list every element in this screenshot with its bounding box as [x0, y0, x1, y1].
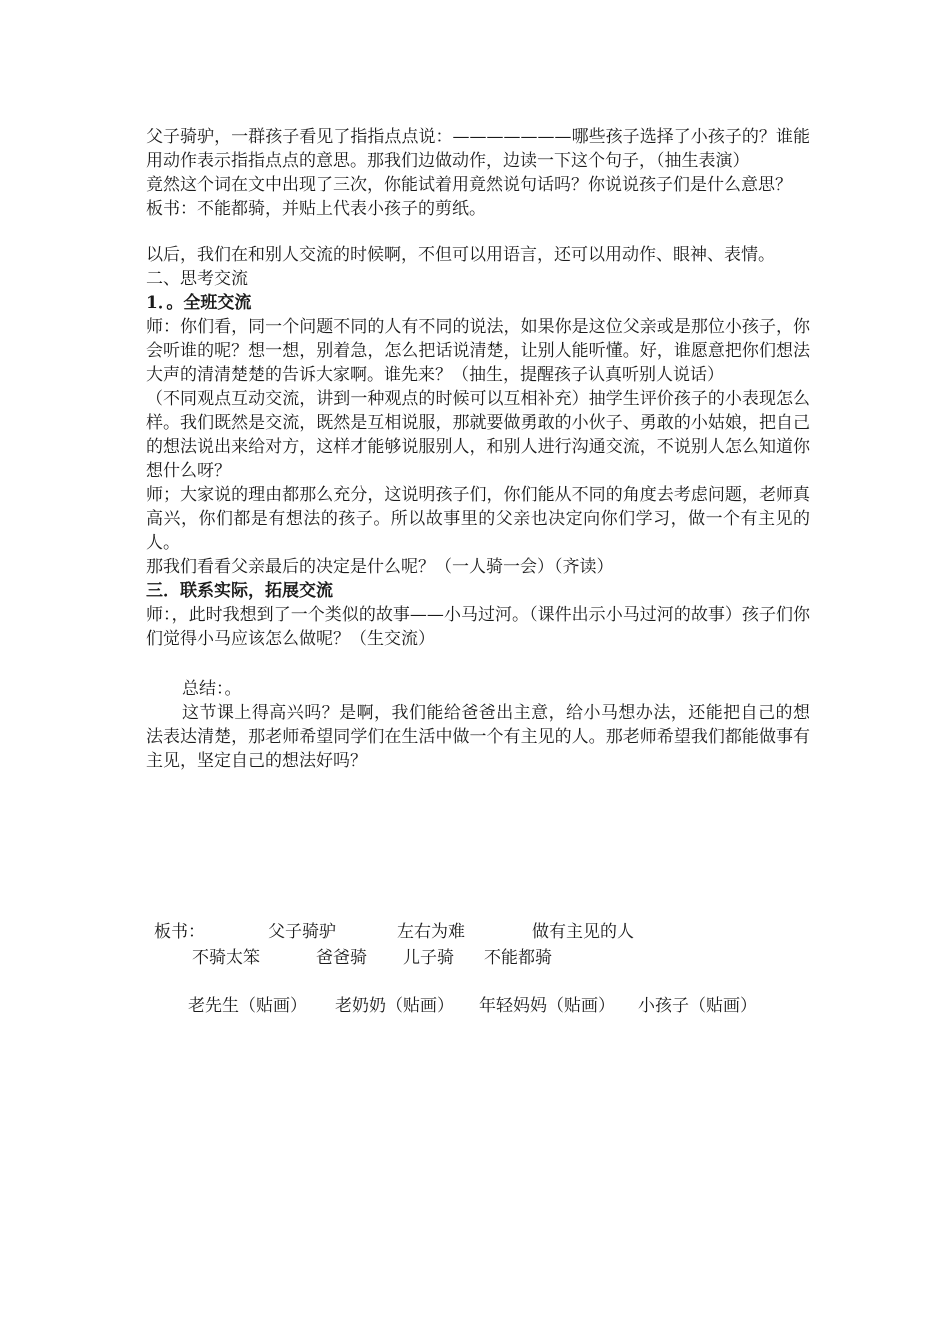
- paragraph-little-horse: 师：，此时我想到了一个类似的故事——小马过河。（课件出示小马过河的故事）孩子们你们觉得小马应该怎么做呢？（生交流）: [146, 605, 810, 649]
- paragraph-teacher-praise: 师；大家说的理由都那么充分，这说明孩子们，你们能从不同的角度去考虑问题，老师真高兴，你们都是有想法的孩子。所以故事里的父亲也决定向你们学习，做一个有主见的人。: [146, 485, 810, 553]
- blackboard-layout: [146, 920, 810, 1020]
- paragraph-board-note: 板书：不能都骑，并贴上代表小孩子的剪纸。: [146, 199, 486, 219]
- section-heading-2: 二、思考交流: [146, 269, 248, 289]
- subsection-heading-1: 1．。全班交流: [146, 293, 252, 313]
- board-item: 爸爸骑: [316, 948, 367, 968]
- board-item: 不骑太笨: [192, 948, 260, 968]
- paragraph-final-decision: 那我们看看父亲最后的决定是什么呢？（一人骑一会）（齐读）: [146, 557, 614, 577]
- blank-line: [146, 221, 810, 243]
- section-heading-3: 三．联系实际，拓展交流: [146, 581, 333, 601]
- paragraph-summary-label: 总结：。: [182, 679, 242, 699]
- board-item: 不能都骑: [484, 948, 552, 968]
- blank-line: [146, 972, 810, 994]
- board-sticker-label: 老奶奶（贴画）: [335, 996, 454, 1016]
- board-row-1: [146, 920, 810, 946]
- paragraph-jingran: 竟然这个词在文中出现了三次，你能试着用竟然说句话吗？你说说孩子们是什么意思？: [146, 175, 792, 195]
- document-body: [146, 125, 810, 773]
- board-row-2: [146, 946, 810, 972]
- board-sticker-label: 小孩子（贴画）: [638, 996, 757, 1016]
- board-item: 儿子骑: [403, 948, 454, 968]
- board-label: 板书：: [154, 922, 205, 942]
- paragraph-communication: 以后，我们在和别人交流的时候啊，不但可以用语言，还可以用动作、眼神、表情。: [146, 245, 775, 265]
- board-sticker-label: 年轻妈妈（贴画）: [479, 996, 615, 1016]
- board-sticker-label: 老先生（贴画）: [188, 996, 307, 1016]
- paragraph-teacher-question: 师：你们看，同一个问题不同的人有不同的说法，如果你是这位父亲或是那位小孩子，你会听谁的呢？想一想，别着急，怎么把话说清楚，让别人能听懂。好，谁愿意把你们想法大声的清清楚楚的告诉大家啊。谁先来？（抽生，提醒孩子认真听别人说话）: [146, 317, 810, 385]
- paragraph-riding-donkey: 父子骑驴，一群孩子看见了指指点点说：———————哪些孩子选择了小孩子的？谁能用动作表示指指点点的意思。那我们边做动作，边读一下这个句子，（抽生表演）: [146, 127, 810, 171]
- paragraph-viewpoints: （不同观点互动交流，讲到一种观点的时候可以互相补充）抽学生评价孩子的小表现怎么样。我们既然是交流，既然是互相说服，那就要做勇敢的小伙子、勇敢的小姑娘，把自己的想法说出来给对方，这样才能够说服别人，和别人进行沟通交流，不说别人怎么知道你想什么呀？: [146, 389, 810, 481]
- blank-line: [146, 651, 810, 677]
- board-row-3: [146, 994, 810, 1020]
- paragraph-summary: 这节课上得高兴吗？是啊，我们能给爸爸出主意，给小马想办法，还能把自己的想法表达清楚，那老师希望同学们在生活中做一个有主见的人。那老师希望我们都能做事有主见，坚定自己的想法好吗？: [146, 703, 810, 771]
- board-item: 做有主见的人: [532, 922, 634, 942]
- board-item: 父子骑驴: [268, 922, 336, 942]
- board-item: 左右为难: [397, 922, 465, 942]
